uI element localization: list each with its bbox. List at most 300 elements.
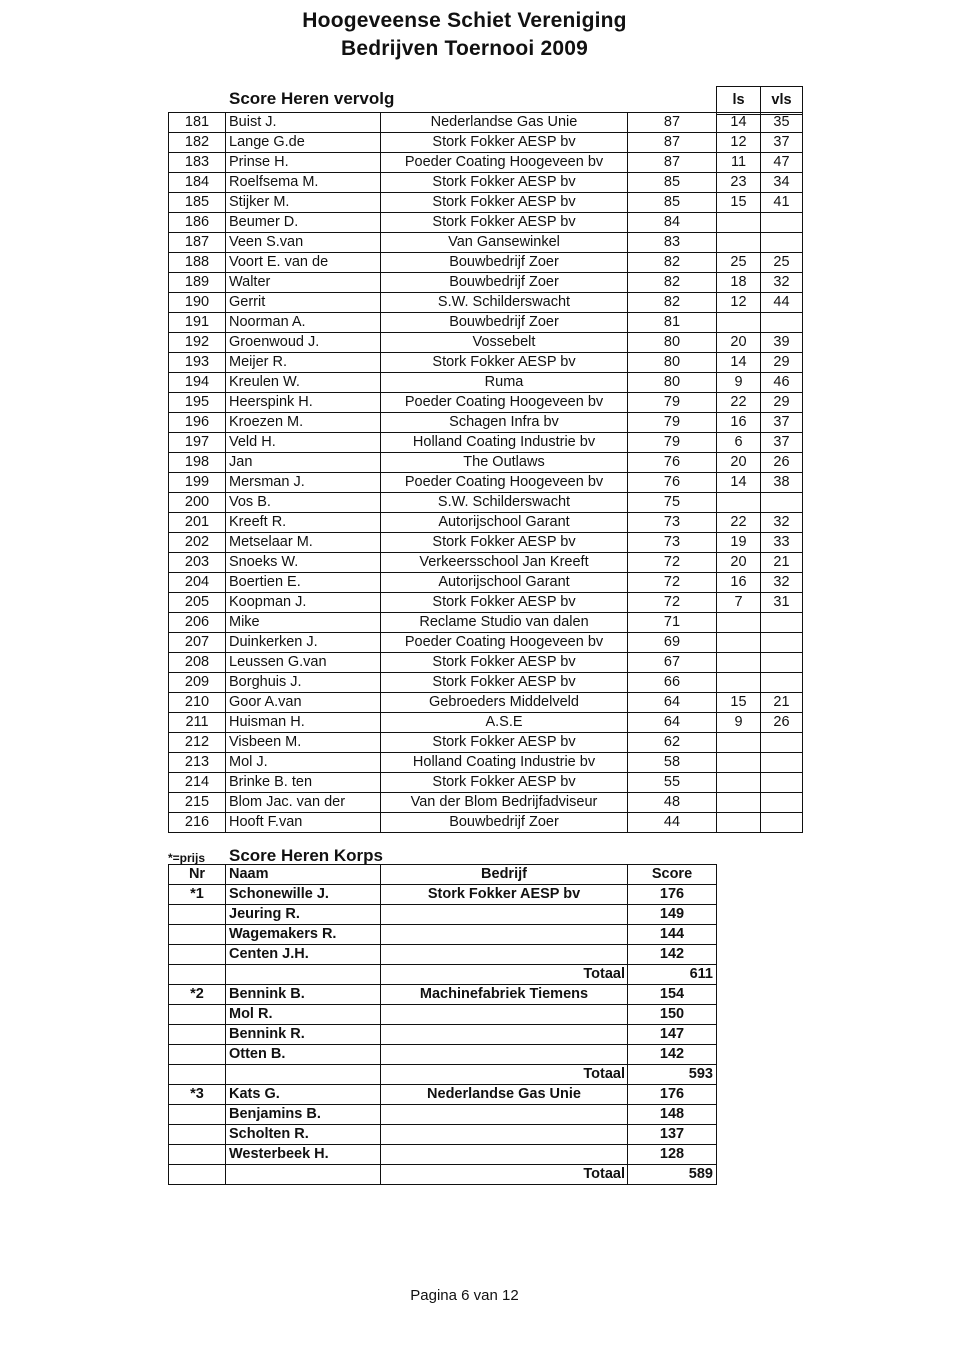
rank-cell: 205	[169, 593, 226, 613]
vls-cell: 32	[761, 573, 803, 593]
company-cell: Stork Fokker AESP bv	[381, 193, 628, 213]
score-cell: 48	[628, 793, 717, 813]
table-row	[169, 753, 803, 773]
empty-cell	[226, 965, 381, 985]
name-cell: Veen S.van	[226, 233, 381, 253]
company-cell: Stork Fokker AESP bv	[381, 593, 628, 613]
vls-cell	[761, 653, 803, 673]
korps-total-row	[169, 1065, 717, 1085]
name-cell: Buist J.	[226, 113, 381, 133]
member-score-cell: 142	[628, 1045, 717, 1065]
name-cell: Goor A.van	[226, 693, 381, 713]
score-cell: 79	[628, 433, 717, 453]
name-cell: Lange G.de	[226, 133, 381, 153]
team-company-cell: Nederlandse Gas Unie	[381, 1085, 628, 1105]
company-cell: Stork Fokker AESP bv	[381, 173, 628, 193]
page-title: Hoogeveense Schiet Vereniging	[302, 9, 627, 32]
name-cell: Meijer R.	[226, 353, 381, 373]
table-row	[169, 273, 803, 293]
rank-cell: 192	[169, 333, 226, 353]
section-title-heren-vervolg: Score Heren vervolg	[229, 89, 395, 108]
vls-cell: 26	[761, 713, 803, 733]
team-company-cell	[381, 1125, 628, 1145]
total-label-cell: Totaal	[381, 1065, 628, 1085]
vls-cell: 44	[761, 293, 803, 313]
ls-cell: 11	[717, 153, 761, 173]
prize-cell: *3	[169, 1085, 226, 1105]
company-cell: Vossebelt	[381, 333, 628, 353]
ls-cell: 12	[717, 293, 761, 313]
name-cell: Snoeks W.	[226, 553, 381, 573]
ls-cell	[717, 773, 761, 793]
company-cell: S.W. Schilderswacht	[381, 493, 628, 513]
prize-cell: *2	[169, 985, 226, 1005]
vls-cell: 39	[761, 333, 803, 353]
vls-cell: 32	[761, 273, 803, 293]
vls-cell	[761, 613, 803, 633]
prize-cell	[169, 1025, 226, 1045]
company-cell: Stork Fokker AESP bv	[381, 133, 628, 153]
team-company-cell	[381, 905, 628, 925]
rank-cell: 216	[169, 813, 226, 833]
name-cell: Vos B.	[226, 493, 381, 513]
empty-cell	[169, 965, 226, 985]
vls-cell: 35	[761, 113, 803, 133]
prize-cell	[169, 1045, 226, 1065]
korps-header-nr: Nr	[169, 865, 226, 885]
table-row	[169, 713, 803, 733]
company-cell: Van der Blom Bedrijfadviseur	[381, 793, 628, 813]
name-cell: Mersman J.	[226, 473, 381, 493]
company-cell: Van Gansewinkel	[381, 233, 628, 253]
ls-cell: 14	[717, 353, 761, 373]
korps-member-row	[169, 1105, 717, 1125]
company-cell: Schagen Infra bv	[381, 413, 628, 433]
vls-cell: 37	[761, 413, 803, 433]
ls-cell: 14	[717, 113, 761, 133]
company-cell: Gebroeders Middelveld	[381, 693, 628, 713]
table-row	[169, 593, 803, 613]
company-cell: S.W. Schilderswacht	[381, 293, 628, 313]
rank-cell: 201	[169, 513, 226, 533]
table-row	[169, 393, 803, 413]
ls-cell: 12	[717, 133, 761, 153]
prize-cell	[169, 1005, 226, 1025]
rank-cell: 184	[169, 173, 226, 193]
name-cell: Hooft F.van	[226, 813, 381, 833]
name-cell: Stijker M.	[226, 193, 381, 213]
page-footer: Pagina 6 van 12	[410, 1287, 519, 1304]
company-cell: Nederlandse Gas Unie	[381, 113, 628, 133]
member-name-cell: Bennink B.	[226, 985, 381, 1005]
ls-cell: 22	[717, 513, 761, 533]
rank-cell: 191	[169, 313, 226, 333]
rank-cell: 186	[169, 213, 226, 233]
ls-cell	[717, 733, 761, 753]
company-cell: Poeder Coating Hoogeveen bv	[381, 393, 628, 413]
heren-korps-table	[168, 864, 717, 1185]
member-score-cell: 144	[628, 925, 717, 945]
company-cell: Poeder Coating Hoogeveen bv	[381, 633, 628, 653]
table-row	[169, 253, 803, 273]
ls-cell: 20	[717, 553, 761, 573]
score-cell: 72	[628, 553, 717, 573]
score-cell: 84	[628, 213, 717, 233]
table-row	[169, 453, 803, 473]
company-cell: Verkeersschool Jan Kreeft	[381, 553, 628, 573]
name-cell: Voort E. van de	[226, 253, 381, 273]
member-name-cell: Bennink R.	[226, 1025, 381, 1045]
korps-member-row	[169, 1125, 717, 1145]
table-row	[169, 733, 803, 753]
score-cell: 73	[628, 533, 717, 553]
vls-cell	[761, 633, 803, 653]
column-header-vls: vls	[761, 87, 803, 115]
company-cell: Poeder Coating Hoogeveen bv	[381, 473, 628, 493]
table-row	[169, 433, 803, 453]
vls-cell	[761, 233, 803, 253]
company-cell: Stork Fokker AESP bv	[381, 773, 628, 793]
ls-cell: 19	[717, 533, 761, 553]
ls-cell	[717, 673, 761, 693]
vls-cell	[761, 813, 803, 833]
name-cell: Blom Jac. van der	[226, 793, 381, 813]
team-company-cell: Machinefabriek Tiemens	[381, 985, 628, 1005]
rank-cell: 210	[169, 693, 226, 713]
name-cell: Gerrit	[226, 293, 381, 313]
score-cell: 66	[628, 673, 717, 693]
vls-cell: 38	[761, 473, 803, 493]
score-cell: 67	[628, 653, 717, 673]
vls-cell: 21	[761, 693, 803, 713]
score-cell: 81	[628, 313, 717, 333]
total-label-cell: Totaal	[381, 1165, 628, 1185]
name-cell: Mol J.	[226, 753, 381, 773]
name-cell: Brinke B. ten	[226, 773, 381, 793]
table-row	[169, 213, 803, 233]
ls-cell	[717, 613, 761, 633]
ls-cell	[717, 233, 761, 253]
korps-total-row	[169, 965, 717, 985]
score-cell: 72	[628, 593, 717, 613]
table-row	[169, 633, 803, 653]
name-cell: Mike	[226, 613, 381, 633]
table-row	[169, 573, 803, 593]
vls-cell	[761, 213, 803, 233]
score-cell: 87	[628, 113, 717, 133]
name-cell: Prinse H.	[226, 153, 381, 173]
rank-cell: 183	[169, 153, 226, 173]
score-cell: 80	[628, 373, 717, 393]
score-cell: 44	[628, 813, 717, 833]
member-name-cell: Schonewille J.	[226, 885, 381, 905]
member-name-cell: Otten B.	[226, 1045, 381, 1065]
score-cell: 82	[628, 253, 717, 273]
rank-cell: 194	[169, 373, 226, 393]
name-cell: Metselaar M.	[226, 533, 381, 553]
vls-cell: 31	[761, 593, 803, 613]
prize-cell: *1	[169, 885, 226, 905]
company-cell: Bouwbedrijf Zoer	[381, 813, 628, 833]
team-company-cell	[381, 1025, 628, 1045]
vls-cell: 21	[761, 553, 803, 573]
rank-cell: 215	[169, 793, 226, 813]
rank-cell: 181	[169, 113, 226, 133]
ls-cell: 9	[717, 373, 761, 393]
rank-cell: 189	[169, 273, 226, 293]
rank-cell: 182	[169, 133, 226, 153]
korps-header-name: Naam	[226, 865, 381, 885]
name-cell: Koopman J.	[226, 593, 381, 613]
table-row	[169, 533, 803, 553]
ls-cell: 20	[717, 453, 761, 473]
rank-cell: 214	[169, 773, 226, 793]
member-name-cell: Jeuring R.	[226, 905, 381, 925]
ls-cell	[717, 793, 761, 813]
korps-member-row	[169, 1085, 717, 1105]
rank-cell: 185	[169, 193, 226, 213]
member-score-cell: 137	[628, 1125, 717, 1145]
team-company-cell	[381, 1005, 628, 1025]
table-row	[169, 493, 803, 513]
name-cell: Borghuis J.	[226, 673, 381, 693]
table-row	[169, 193, 803, 213]
ls-cell	[717, 493, 761, 513]
score-cell: 80	[628, 333, 717, 353]
ls-cell	[717, 813, 761, 833]
vls-cell: 29	[761, 393, 803, 413]
section-title-heren-korps: Score Heren Korps	[229, 846, 383, 865]
rank-cell: 200	[169, 493, 226, 513]
vls-cell: 33	[761, 533, 803, 553]
company-cell: Stork Fokker AESP bv	[381, 353, 628, 373]
rank-cell: 204	[169, 573, 226, 593]
table-row	[169, 513, 803, 533]
page-subtitle: Bedrijven Toernooi 2009	[341, 37, 588, 60]
score-cell: 82	[628, 273, 717, 293]
score-cell: 79	[628, 413, 717, 433]
table-row	[169, 653, 803, 673]
company-cell: Stork Fokker AESP bv	[381, 673, 628, 693]
member-score-cell: 128	[628, 1145, 717, 1165]
prize-cell	[169, 1145, 226, 1165]
ls-cell: 22	[717, 393, 761, 413]
vls-cell: 34	[761, 173, 803, 193]
team-company-cell	[381, 1045, 628, 1065]
vls-cell	[761, 493, 803, 513]
table-row	[169, 113, 803, 133]
score-cell: 64	[628, 713, 717, 733]
empty-cell	[226, 1165, 381, 1185]
table-row	[169, 773, 803, 793]
ls-cell: 18	[717, 273, 761, 293]
vls-cell	[761, 313, 803, 333]
company-cell: Bouwbedrijf Zoer	[381, 313, 628, 333]
company-cell: Stork Fokker AESP bv	[381, 213, 628, 233]
table-row	[169, 473, 803, 493]
name-cell: Beumer D.	[226, 213, 381, 233]
rank-cell: 188	[169, 253, 226, 273]
korps-header-company: Bedrijf	[381, 865, 628, 885]
ls-cell	[717, 633, 761, 653]
vls-cell: 32	[761, 513, 803, 533]
name-cell: Visbeen M.	[226, 733, 381, 753]
korps-member-row	[169, 1145, 717, 1165]
table-row	[169, 353, 803, 373]
company-cell: Bouwbedrijf Zoer	[381, 253, 628, 273]
team-company-cell	[381, 925, 628, 945]
company-cell: Stork Fokker AESP bv	[381, 533, 628, 553]
vls-cell	[761, 753, 803, 773]
rank-cell: 193	[169, 353, 226, 373]
table-row	[169, 133, 803, 153]
rank-cell: 199	[169, 473, 226, 493]
prize-cell	[169, 1125, 226, 1145]
rank-cell: 213	[169, 753, 226, 773]
company-cell: Stork Fokker AESP bv	[381, 653, 628, 673]
member-name-cell: Centen J.H.	[226, 945, 381, 965]
ls-cell: 6	[717, 433, 761, 453]
name-cell: Veld H.	[226, 433, 381, 453]
korps-member-row	[169, 1045, 717, 1065]
score-cell: 85	[628, 173, 717, 193]
member-score-cell: 150	[628, 1005, 717, 1025]
member-score-cell: 154	[628, 985, 717, 1005]
column-header-ls: ls	[717, 87, 761, 115]
ls-cell	[717, 313, 761, 333]
team-company-cell	[381, 1145, 628, 1165]
vls-cell: 37	[761, 433, 803, 453]
score-cell: 85	[628, 193, 717, 213]
total-score-cell: 593	[628, 1065, 717, 1085]
name-cell: Duinkerken J.	[226, 633, 381, 653]
korps-member-row	[169, 985, 717, 1005]
total-label-cell: Totaal	[381, 965, 628, 985]
name-cell: Heerspink H.	[226, 393, 381, 413]
vls-cell: 41	[761, 193, 803, 213]
company-cell: Holland Coating Industrie bv	[381, 433, 628, 453]
rank-cell: 203	[169, 553, 226, 573]
name-cell: Walter	[226, 273, 381, 293]
table-row	[169, 693, 803, 713]
korps-member-row	[169, 1025, 717, 1045]
company-cell: The Outlaws	[381, 453, 628, 473]
prize-cell	[169, 905, 226, 925]
table-row	[169, 293, 803, 313]
korps-member-row	[169, 945, 717, 965]
rank-cell: 198	[169, 453, 226, 473]
score-cell: 73	[628, 513, 717, 533]
company-cell: Ruma	[381, 373, 628, 393]
empty-cell	[226, 1065, 381, 1085]
name-cell: Boertien E.	[226, 573, 381, 593]
ls-cell	[717, 213, 761, 233]
member-name-cell: Mol R.	[226, 1005, 381, 1025]
ls-cell: 9	[717, 713, 761, 733]
rank-cell: 212	[169, 733, 226, 753]
table-row	[169, 173, 803, 193]
prize-cell	[169, 1105, 226, 1125]
member-score-cell: 148	[628, 1105, 717, 1125]
member-score-cell: 176	[628, 1085, 717, 1105]
ls-cell	[717, 753, 761, 773]
vls-cell: 47	[761, 153, 803, 173]
korps-member-row	[169, 885, 717, 905]
member-name-cell: Scholten R.	[226, 1125, 381, 1145]
table-row	[169, 793, 803, 813]
score-cell: 87	[628, 133, 717, 153]
korps-header-row	[169, 865, 717, 885]
member-name-cell: Benjamins B.	[226, 1105, 381, 1125]
rank-cell: 196	[169, 413, 226, 433]
score-cell: 82	[628, 293, 717, 313]
table-row	[169, 413, 803, 433]
ls-cell	[717, 653, 761, 673]
ls-cell: 16	[717, 413, 761, 433]
rank-cell: 208	[169, 653, 226, 673]
member-score-cell: 149	[628, 905, 717, 925]
table-row	[169, 313, 803, 333]
member-score-cell: 147	[628, 1025, 717, 1045]
ls-cell: 15	[717, 693, 761, 713]
korps-member-row	[169, 925, 717, 945]
vls-cell	[761, 793, 803, 813]
score-cell: 64	[628, 693, 717, 713]
name-cell: Groenwoud J.	[226, 333, 381, 353]
ls-cell: 23	[717, 173, 761, 193]
rank-cell: 206	[169, 613, 226, 633]
ls-cell: 16	[717, 573, 761, 593]
score-cell: 71	[628, 613, 717, 633]
table-row	[169, 373, 803, 393]
rank-cell: 209	[169, 673, 226, 693]
ls-cell: 7	[717, 593, 761, 613]
rank-cell: 197	[169, 433, 226, 453]
score-cell: 87	[628, 153, 717, 173]
rank-cell: 195	[169, 393, 226, 413]
member-score-cell: 142	[628, 945, 717, 965]
name-cell: Jan	[226, 453, 381, 473]
score-cell: 75	[628, 493, 717, 513]
korps-member-row	[169, 1005, 717, 1025]
ls-cell: 14	[717, 473, 761, 493]
company-cell: Poeder Coating Hoogeveen bv	[381, 153, 628, 173]
vls-cell: 25	[761, 253, 803, 273]
company-cell: Stork Fokker AESP bv	[381, 733, 628, 753]
korps-member-row	[169, 905, 717, 925]
prize-cell	[169, 945, 226, 965]
score-cell: 76	[628, 453, 717, 473]
vls-cell: 26	[761, 453, 803, 473]
rank-cell: 211	[169, 713, 226, 733]
team-company-cell	[381, 945, 628, 965]
korps-header-score: Score	[628, 865, 717, 885]
table-row	[169, 613, 803, 633]
company-cell: Reclame Studio van dalen	[381, 613, 628, 633]
table-row	[169, 673, 803, 693]
score-cell: 83	[628, 233, 717, 253]
score-cell: 72	[628, 573, 717, 593]
name-cell: Kreulen W.	[226, 373, 381, 393]
vls-cell: 37	[761, 133, 803, 153]
rank-cell: 190	[169, 293, 226, 313]
score-cell: 80	[628, 353, 717, 373]
score-cell: 69	[628, 633, 717, 653]
table-row	[169, 153, 803, 173]
vls-cell	[761, 673, 803, 693]
member-name-cell: Wagemakers R.	[226, 925, 381, 945]
korps-total-row	[169, 1165, 717, 1185]
